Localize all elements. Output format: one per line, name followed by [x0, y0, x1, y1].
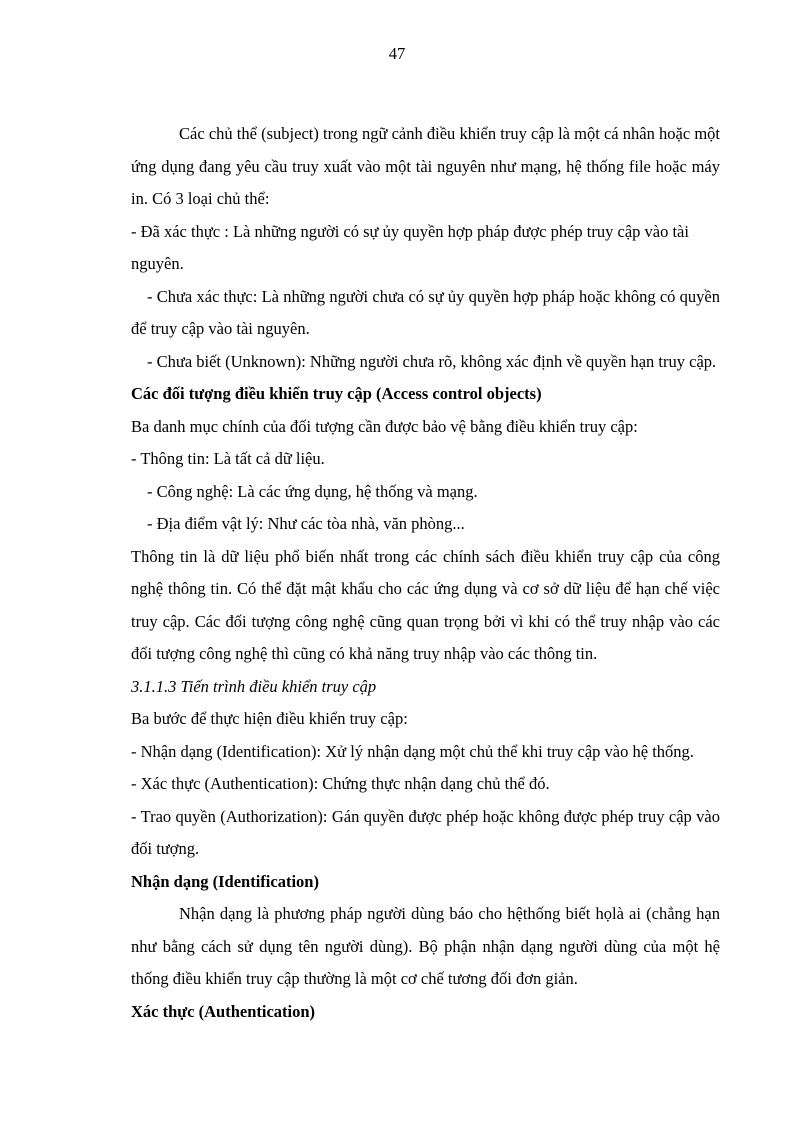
- paragraph-unknown: - Chưa biết (Unknown): Những người chưa rõ, không xác định về quyền hạn truy cập.: [147, 351, 717, 371]
- paragraph-authenticated: - Đã xác thực : Là những người có sự ủy quyền hợp pháp được phép truy cập vào tài nguyên.: [131, 221, 689, 273]
- paragraph-information-detail: Thông tin là dữ liệu phổ biến nhất trong các chính sách điều khiển truy cập của công nghệ thông tin. Có thể đặt mật khẩu cho các ứng dụng và cơ sở dữ liệu để hạn chế việc truy cập. Các đối tượng công nghệ cũng quan trọng bởi vì khi có thể truy nhập vào các đối tượng công nghệ thì cũng có khả năng truy nhập vào các thông tin.: [131, 546, 720, 663]
- paragraph-object-physical-location: - Địa điểm vật lý: Như các tòa nhà, văn phòng...: [147, 514, 465, 533]
- paragraph-identification-detail: Nhận dạng là phương pháp người dùng báo cho hệthống biết họlà ai (chẳng hạn như bằng cách sử dụng tên người dùng). Bộ phận nhận dạng người dùng của một hệ thống điều khiển truy cập thường là một cơ chế tương đối đơn giản.: [131, 904, 720, 988]
- heading-identification: Nhận dạng (Identification): [131, 871, 319, 891]
- page-number: 47: [388, 44, 406, 63]
- paragraph-object-technology: - Công nghệ: Là các ứng dụng, hệ thống và mạng.: [147, 481, 478, 501]
- heading-section-3-1-1-3: 3.1.1.3 Tiến trình điều khiển truy cập: [131, 676, 377, 696]
- document-body: [131, 118, 720, 1028]
- heading-authentication: Xác thực (Authentication): [131, 1001, 316, 1021]
- paragraph-step-identification: - Nhận dạng (Identification): Xử lý nhận dạng một chủ thể khi truy cập vào hệ thống.: [131, 741, 694, 761]
- paragraph-unauthenticated: - Chưa xác thực: Là những người chưa có sự ủy quyền hợp pháp hoặc không có quyền để truy cập vào tài nguyên.: [131, 286, 720, 338]
- paragraph-three-steps-intro: Ba bước để thực hiện điều khiển truy cập:: [131, 709, 408, 728]
- paragraph-subjects-intro: Các chủ thể (subject) trong ngữ cảnh điều khiển truy cập là một cá nhân hoặc một ứng dụng đang yêu cầu truy xuất vào một tài nguyên như mạng, hệ thống file hoặc máy in. Có 3 loại chủ thể:: [131, 124, 720, 208]
- paragraph-step-authentication: - Xác thực (Authentication): Chứng thực nhận dạng chủ thể đó.: [131, 774, 550, 793]
- heading-access-control-objects: Các đối tượng điều khiển truy cập (Access control objects): [131, 384, 542, 403]
- paragraph-object-information: - Thông tin: Là tất cả dữ liệu.: [131, 449, 325, 468]
- paragraph-step-authorization: - Trao quyền (Authorization): Gán quyền được phép hoặc không được phép truy cập vào đối tượng.: [131, 806, 720, 858]
- paragraph-object-categories-intro: Ba danh mục chính của đối tượng cần được bảo vệ bằng điều khiển truy cập:: [131, 416, 638, 436]
